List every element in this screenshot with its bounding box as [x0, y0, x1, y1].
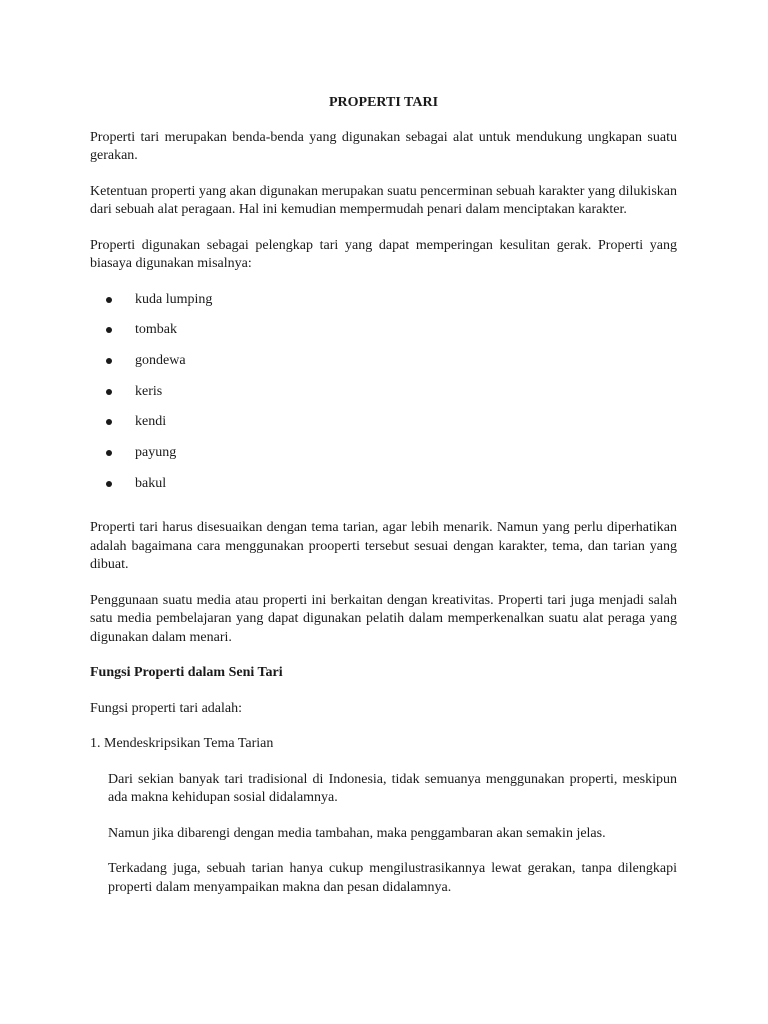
list-item [90, 291, 677, 322]
list-item [90, 413, 677, 444]
list-item [90, 475, 677, 506]
paragraph-1: Properti tari merupakan benda-benda yang digunakan sebagai alat untuk mendukung ungkapan suatu gerakan. [90, 129, 677, 163]
paragraph-3: Properti digunakan sebagai pelengkap tari yang dapat memperingan kesulitan gerak. Properti yang biasaya digunakan misalnya: [90, 237, 677, 271]
list-item-label: tombak [135, 322, 177, 338]
sub-paragraph-3: Terkadang juga, sebuah tarian hanya cukup mengilustrasikannya lewat gerakan, tanpa dilengkapi properti dalam menyampaikan makna dan pesan didalamnya. [108, 861, 677, 895]
bullet-icon [106, 389, 112, 395]
list-item-label: payung [135, 444, 177, 460]
list-item-label: bakul [135, 475, 167, 491]
list-item [90, 321, 677, 352]
paragraph-4: Properti tari harus disesuaikan dengan tema tarian, agar lebih menarik. Namun yang perlu diperhatikan adalah bagaimana cara menggunakan prooperti tersebut sesuai dengan karakter, tema, dan tarian yang dibuat. [90, 520, 677, 573]
section-heading: Fungsi Properti dalam Seni Tari [90, 665, 283, 681]
list-item-label: kuda lumping [135, 291, 213, 307]
sub-paragraph-2: Namun jika dibarengi dengan media tambahan, maka penggambaran akan semakin jelas. [108, 825, 606, 841]
property-list [90, 291, 677, 506]
list-item [90, 352, 677, 383]
paragraph-6: Fungsi properti tari adalah: [90, 700, 243, 716]
list-item-label: keris [135, 383, 163, 399]
list-item [90, 383, 677, 414]
page-title: PROPERTI TARI [328, 95, 439, 110]
bullet-icon [106, 450, 112, 456]
bullet-icon [106, 327, 112, 333]
document-body [90, 94, 677, 914]
paragraph-5: Penggunaan suatu media atau properti ini berkaitan dengan kreativitas. Properti tari juga menjadi salah satu media pembelajaran yang dapat digunakan pelatih dalam memperkenalkan suatu alat peraga yang digunakan dalam menari. [90, 592, 677, 645]
bullet-icon [106, 358, 112, 364]
list-item [90, 444, 677, 475]
bullet-icon [106, 481, 112, 487]
bullet-icon [106, 419, 112, 425]
bullet-icon [106, 297, 112, 303]
sub-paragraph-1: Dari sekian banyak tari tradisional di Indonesia, tidak semuanya menggunakan properti, meskipun ada makna kehidupan sosial didalamnya. [108, 771, 677, 806]
paragraph-2: Ketentuan properti yang akan digunakan merupakan suatu pencerminan sebuah karakter yang dilukiskan dari sebuah alat peragaan. Hal ini kemudian mempermudah penari dalam menciptakan karakter. [90, 183, 677, 217]
numbered-item-1: 1. Mendeskripsikan Tema Tarian [90, 736, 274, 752]
list-item-label: kendi [135, 414, 167, 430]
list-item-label: gondewa [135, 352, 186, 368]
